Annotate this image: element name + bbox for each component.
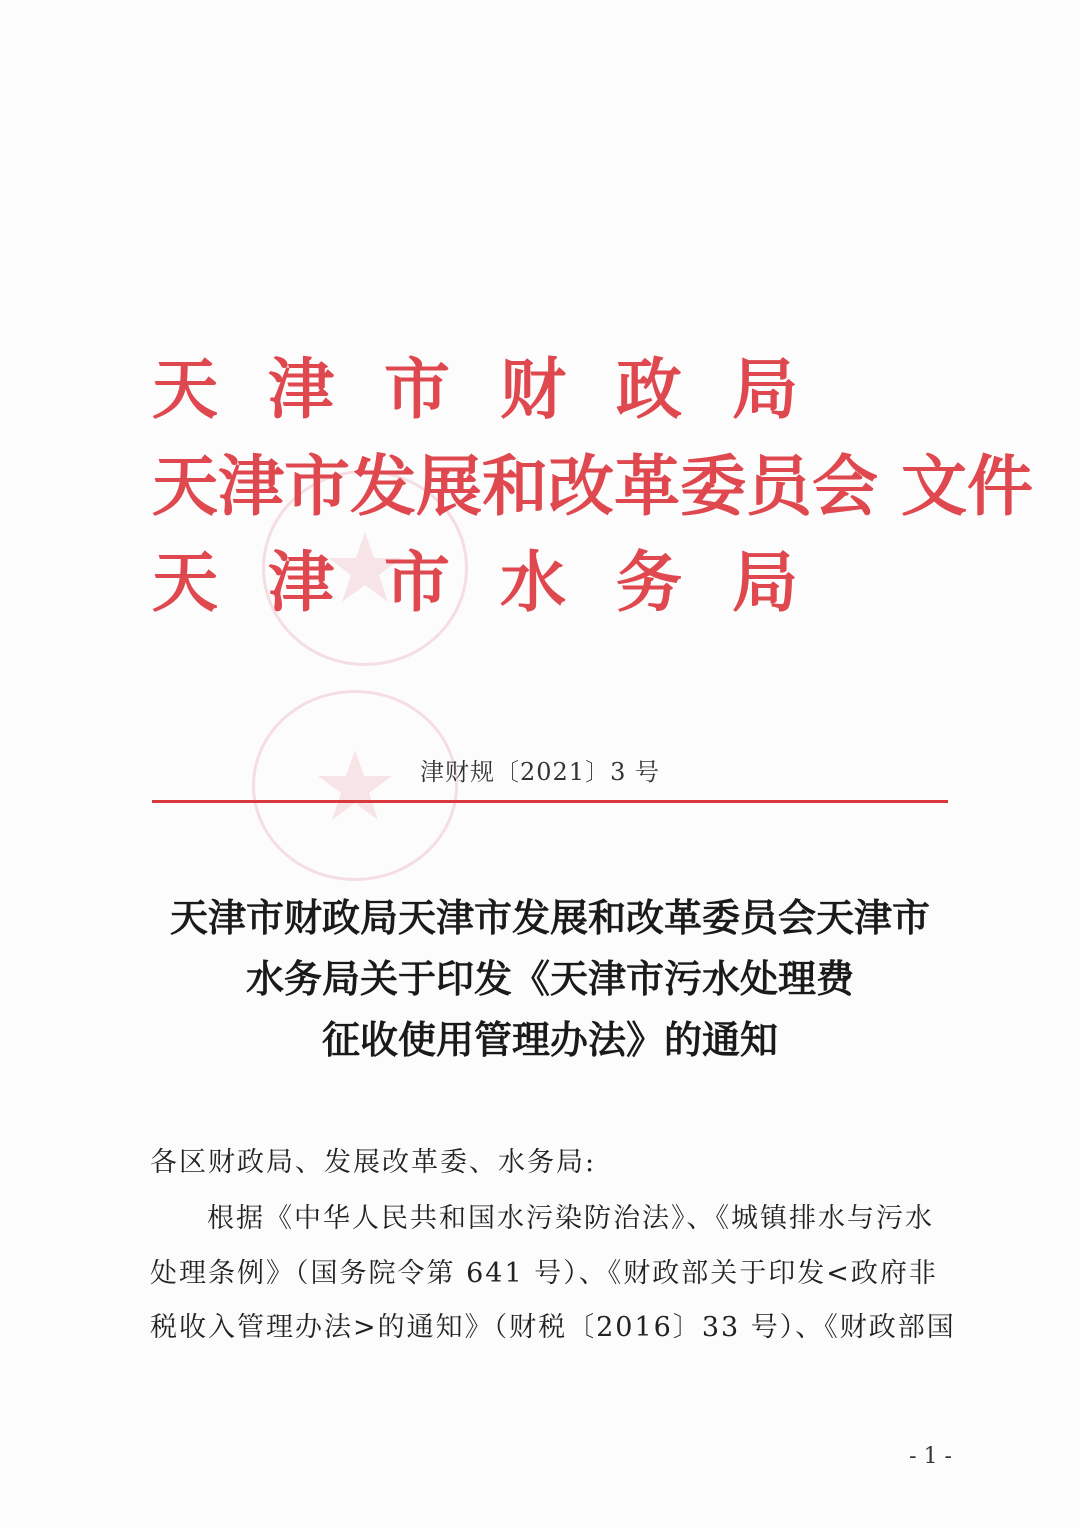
header-char: 政	[616, 351, 682, 428]
body-paragraph-line: 根据《中华人民共和国水污染防治法》、《城镇排水与污水	[207, 1203, 934, 1234]
issuing-org-water-bureau	[152, 538, 798, 628]
issuing-org-finance-bureau	[152, 345, 798, 435]
body-paragraph-line: 处理条例》（国务院令第 641 号）、《财政部关于印发<政府非	[150, 1258, 938, 1289]
title-line: 天津市财政局天津市发展和改革委员会天津市	[169, 896, 930, 940]
issuing-org-development-reform-commission: 天津市发展和改革委员会 文件	[152, 448, 1033, 525]
header-char: 天	[152, 351, 218, 428]
document-title	[140, 888, 960, 1071]
body-paragraph-line: 税收入管理办法>的通知》（财税〔2016〕33 号）、《财政部国	[150, 1312, 956, 1343]
header-char: 市	[384, 351, 450, 428]
header-char: 局	[732, 544, 798, 621]
header-char: 财	[500, 351, 566, 428]
header-char: 市	[384, 544, 450, 621]
red-divider-line	[152, 800, 948, 803]
header-char: 务	[616, 544, 682, 621]
header-char: 水	[500, 544, 566, 621]
page-number: - 1 -	[909, 1444, 952, 1469]
title-line: 征收使用管理办法》的通知	[321, 1018, 778, 1062]
header-char: 天	[152, 544, 218, 621]
document-number: 津财规〔2021〕3 号	[420, 758, 660, 786]
header-char: 局	[732, 351, 798, 428]
salutation: 各区财政局、发展改革委、水务局:	[150, 1147, 597, 1178]
title-line: 水务局关于印发《天津市污水处理费	[245, 957, 854, 1001]
header-char: 津	[268, 351, 334, 428]
header-char: 津	[268, 544, 334, 621]
